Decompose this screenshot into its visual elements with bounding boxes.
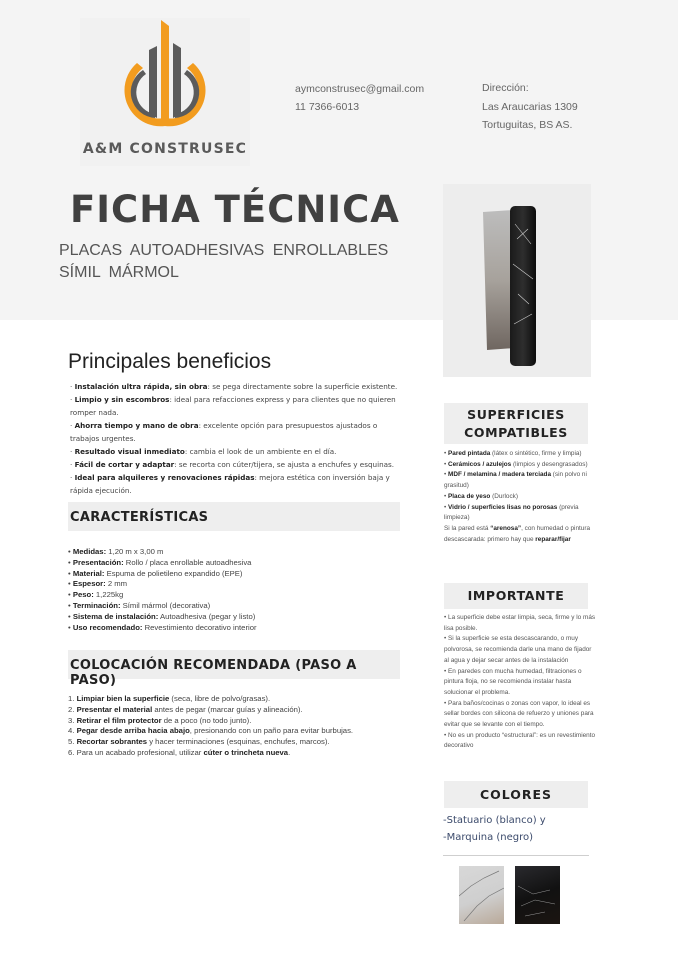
- surface-item: • Placa de yeso (Durlock): [444, 492, 518, 500]
- characteristic-item: • Espesor: 2 mm: [68, 579, 128, 589]
- color-option-statuario: -Statuario (blanco) y: [443, 815, 546, 826]
- benefit-item: · Resultado visual inmediato: cambia el look de un ambiente en el día.: [70, 447, 337, 456]
- color-option-marquina: -Marquina (negro): [443, 832, 534, 843]
- company-logo: [80, 18, 250, 166]
- benefit-item: · Ahorra tiempo y mano de obra: excelente opción para presupuestos ajustados o trabajos urgentes.: [70, 421, 378, 443]
- important-item: • En paredes con mucha humedad, filtraciones o pintura floja, no se recomienda instalar hasta solucionar el problema.: [444, 667, 582, 696]
- surfaces-heading-line-2: COMPATIBLES: [464, 424, 568, 440]
- surface-item: • MDF / melamina / madera terciada (sin polvo ni grasitud): [444, 471, 587, 490]
- benefits-title: Principales beneficios: [68, 350, 272, 373]
- contact-info: [295, 80, 424, 116]
- placement-step: 2. Presentar el material antes de pegar (marcar guías y alineación).: [68, 704, 303, 714]
- important-item: • Para baños/cocinas o zonas con vapor, lo ideal es sellar bordes con silicona de refuerzo y uniones para evitar que se levante con el tiempo.: [444, 699, 594, 729]
- characteristics-list: [68, 547, 257, 633]
- placement-step: 3. Retirar el film protector de a poco (no todo junto).: [68, 715, 252, 725]
- email-link[interactable]: aymconstrusec@gmail.com: [295, 83, 425, 95]
- brand-name: A&M CONSTRUSEC: [82, 141, 248, 157]
- characteristic-item: • Terminación: Símil mármol (decorativa): [68, 600, 211, 610]
- colors-list: [443, 812, 546, 846]
- important-item: • La superficie debe estar limpia, seca, firme y lo más lisa posible.: [444, 614, 596, 632]
- characteristic-item: • Material: Espuma de polietileno expandido (EPE): [68, 568, 243, 578]
- surfaces-heading-line-1: SUPERFICIES: [467, 407, 565, 422]
- placement-steps: [68, 694, 353, 759]
- important-item: • Si la superficie se esta descascarando, o muy polvorosa, se recomienda darle una mano de fijador al agua y dejar secar antes de la instalación: [444, 635, 592, 664]
- surfaces-heading: [444, 403, 588, 444]
- characteristic-item: • Uso recomendado: Revestimiento decorativo interior: [68, 622, 257, 632]
- important-item: • No es un producto “estructural”: es un revestimiento decorativo: [444, 731, 596, 750]
- placement-step: 4. Pegar desde arriba hacia abajo, presionando con un paño para evitar burbujas.: [68, 726, 354, 736]
- placement-step: 5. Recortar sobrantes y hacer terminaciones (esquinas, enchufes, marcos).: [68, 737, 330, 747]
- marble-vein-icon: [515, 866, 560, 924]
- benefit-item: · Ideal para alquileres y renovaciones rápidas: mejora estética con inversión baja y rápida ejecución.: [70, 473, 390, 495]
- marble-vein-icon: [459, 866, 504, 924]
- surface-item: • Pared pintada (látex o sintético, firme y limpia): [444, 450, 582, 457]
- colors-heading: COLORES: [444, 781, 588, 808]
- characteristic-item: • Medidas: 1,20 m x 3,00 m: [68, 547, 164, 556]
- surface-item: • Cerámicos / azulejos (limpios y desengrasados): [444, 460, 588, 468]
- address-label: Dirección:: [482, 82, 529, 94]
- divider: [443, 855, 589, 856]
- subtitle-line-1: PLACAS AUTOADHESIVAS ENROLLABLES: [59, 242, 389, 259]
- address-line-2: Tortuguitas, BS AS.: [482, 119, 573, 131]
- surface-item: • Vidrio / superficies lisas no porosas (previa limpieza): [444, 503, 579, 522]
- subtitle-line-2: SÍMIL MÁRMOL: [59, 264, 179, 281]
- address-line-1: Las Araucarias 1309: [482, 100, 578, 113]
- address-block: [482, 79, 578, 135]
- phone-number: 11 7366-6013: [295, 101, 360, 113]
- swatch-statuario: [459, 866, 504, 924]
- benefit-item: · Fácil de cortar y adaptar: se recorta con cúter/tijera, se ajusta a enchufes y esquinas.: [70, 460, 395, 469]
- swatch-marquina: [515, 866, 560, 924]
- page-title: FICHA TÉCNICA: [70, 188, 400, 231]
- characteristic-item: • Presentación: Rollo / placa enrollable autoadhesiva: [68, 557, 252, 567]
- surfaces-list: [444, 449, 596, 545]
- product-photo: [443, 184, 591, 377]
- surfaces-note: Si la pared está “arenosa”, con humedad o pintura descascarada: primero hay que reparar/fijar: [444, 524, 591, 543]
- characteristics-heading: CARACTERÍSTICAS: [68, 502, 400, 531]
- benefit-item: · Instalación ultra rápida, sin obra: se pega directamente sobre la superficie existente.: [70, 382, 398, 391]
- building-logo-icon: [115, 18, 215, 136]
- important-heading: IMPORTANTE: [444, 583, 588, 609]
- placement-heading: COLOCACIÓN RECOMENDADA (PASO A PASO): [68, 650, 400, 679]
- marble-roll-product-photo: [443, 184, 591, 377]
- characteristic-item: • Peso: 1,225kg: [68, 590, 124, 600]
- characteristic-item: • Sistema de instalación: Autoadhesiva (pegar y listo): [68, 611, 256, 621]
- important-list: [444, 613, 596, 752]
- benefits-list: [70, 380, 405, 497]
- benefit-item: · Limpio y sin escombros: ideal para refacciones express y para clientes que no quieren romper nada.: [70, 395, 396, 417]
- placement-step: 6. Para un acabado profesional, utilizar cúter o trincheta nueva.: [68, 747, 291, 757]
- page-subtitle: [59, 240, 388, 284]
- placement-step: 1. Limpiar bien la superficie (seca, libre de polvo/grasas).: [68, 694, 271, 703]
